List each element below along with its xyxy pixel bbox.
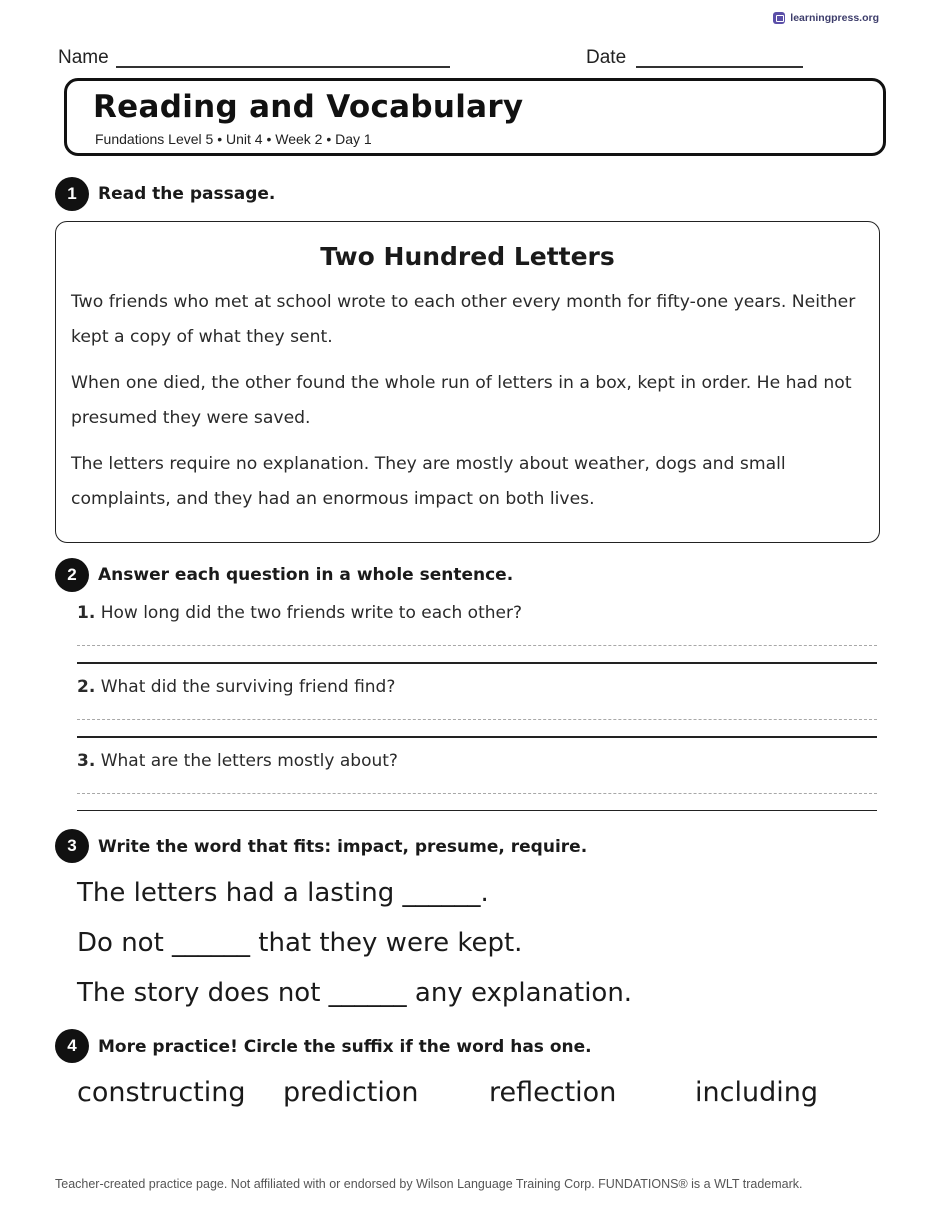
- name-label: Name: [58, 47, 109, 68]
- passage-paragraph: The letters require no explanation. They are mostly about weather, dogs and small complaints, and they had an enormous impact on both lives.: [71, 454, 786, 509]
- answer-guide-line: [77, 793, 877, 794]
- section-2-instruction: Answer each question in a whole sentence.: [98, 565, 514, 585]
- question-3: [77, 751, 398, 771]
- question-2: [77, 677, 395, 697]
- answer-line-2[interactable]: [77, 736, 877, 738]
- footer-disclaimer: Teacher-created practice page. Not affiliated with or endorsed by Wilson Language Training Corp. FUNDATIONS® is a WLT trademark.: [55, 1177, 803, 1191]
- question-text: What are the letters mostly about?: [100, 751, 398, 771]
- section-1-badge: 1: [55, 177, 89, 211]
- answer-guide-line: [77, 719, 877, 720]
- suffix-word[interactable]: constructing: [77, 1077, 246, 1108]
- fill-in-sentence-2[interactable]: Do not ______ that they were kept.: [77, 928, 523, 958]
- question-number: 3.: [77, 751, 96, 771]
- question-text: What did the surviving friend find?: [100, 677, 396, 697]
- passage-paragraph: Two friends who met at school wrote to each other every month for fifty-one years. Neither kept a copy of what they sent.: [71, 292, 856, 347]
- brand-text: learningpress.org: [790, 12, 879, 24]
- fill-in-sentence-1[interactable]: The letters had a lasting ______.: [77, 878, 489, 908]
- page-subtitle: Fundations Level 5 • Unit 4 • Week 2 • Day 1: [95, 131, 372, 147]
- suffix-word[interactable]: reflection: [489, 1077, 617, 1108]
- question-text: How long did the two friends write to each other?: [100, 603, 522, 623]
- section-3-badge: 3: [55, 829, 89, 863]
- section-4-badge: 4: [55, 1029, 89, 1063]
- section-2-badge: 2: [55, 558, 89, 592]
- answer-line-3[interactable]: [77, 810, 877, 811]
- header-box: [64, 78, 886, 156]
- fill-in-sentence-3[interactable]: The story does not ______ any explanation.: [77, 978, 633, 1008]
- name-field[interactable]: [116, 66, 450, 68]
- suffix-word[interactable]: including: [695, 1077, 818, 1108]
- passage-paragraph: When one died, the other found the whole run of letters in a box, kept in order. He had not presumed they were saved.: [71, 373, 852, 428]
- question-1: [77, 603, 522, 623]
- brand-link[interactable]: [773, 12, 879, 24]
- passage-title: Two Hundred Letters: [320, 242, 615, 271]
- suffix-word[interactable]: prediction: [283, 1077, 419, 1108]
- question-number: 2.: [77, 677, 96, 697]
- section-4-instruction: More practice! Circle the suffix if the word has one.: [98, 1037, 592, 1057]
- section-1-instruction: Read the passage.: [98, 184, 276, 204]
- date-field[interactable]: [636, 66, 803, 68]
- question-number: 1.: [77, 603, 96, 623]
- section-3-instruction: Write the word that fits: impact, presume, require.: [98, 837, 588, 857]
- page-title: Reading and Vocabulary: [93, 89, 524, 125]
- date-label: Date: [586, 47, 627, 68]
- answer-guide-line: [77, 645, 877, 646]
- book-icon: [773, 12, 785, 24]
- answer-line-1[interactable]: [77, 662, 877, 664]
- passage-box: [55, 221, 880, 543]
